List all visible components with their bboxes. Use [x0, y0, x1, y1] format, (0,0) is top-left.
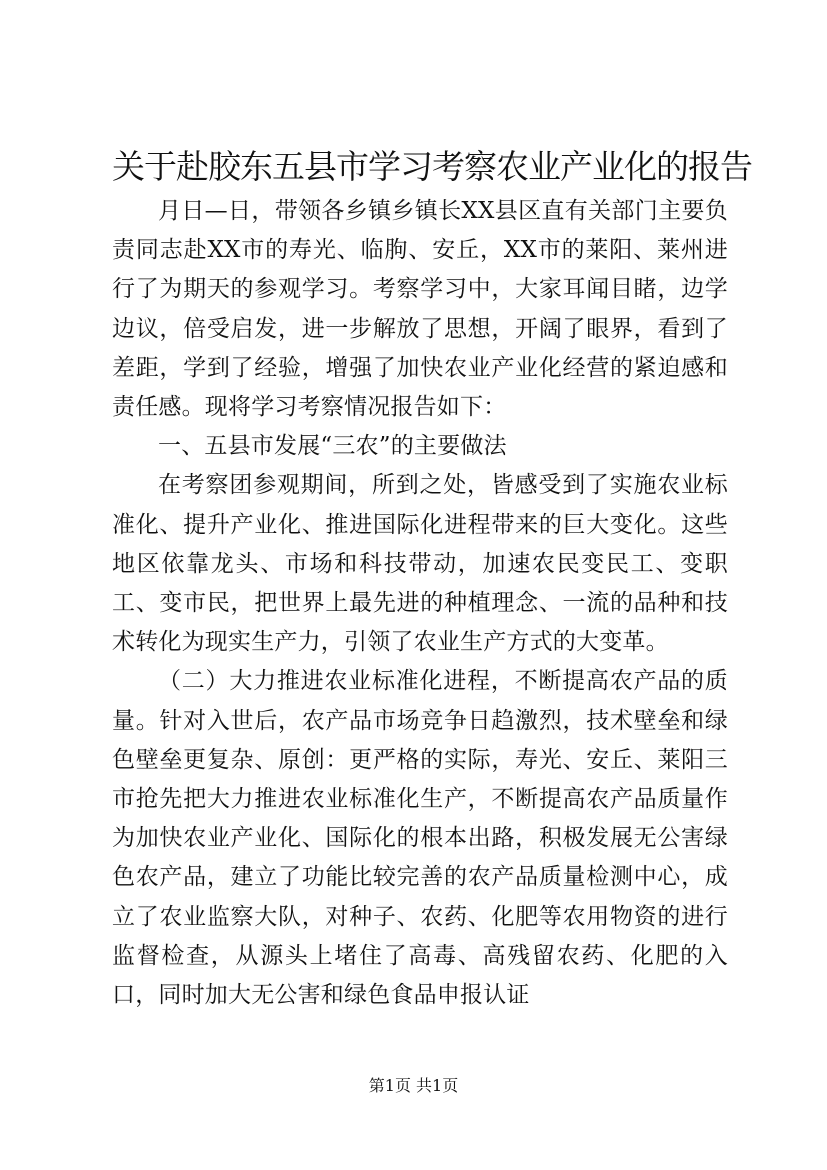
document-body: [112, 192, 728, 1015]
section-heading-1: 一、五县市发展“三农”的主要做法: [158, 433, 507, 460]
paragraph-intro: 月日—日，带领各乡镇乡镇长XX县区直有关部门主要负责同志赴XX市的寿光、临朐、安丘，XX市的莱阳、莱州进行了为期天的参观学习。考察学习中，大家耳闻目睹，边学边议，倍受启发，进一步解放了思想，开阔了眼界，看到了差距，学到了经验，增强了加快农业产业化经营的紧迫感和责任感。现将学习考察情况报告如下：: [112, 198, 728, 421]
page-footer: 第1页 共1页: [368, 1076, 459, 1095]
paragraph-standardization: （二）大力推进农业标准化进程，不断提高农产品的质量。针对入世后，农产品市场竞争日趋激烈，技术壁垒和绿色壁垒更复杂、原创：更严格的实际，寿光、安丘、莱阳三市抢先把大力推进农业标准化生产，不断提高农产品质量作为加快农业产业化、国际化的根本出路，积极发展无公害绿色农产品，建立了功能比较完善的农产品质量检测中心，成立了农业监察大队，对种子、农药、化肥等农用物资的进行监督检查，从源头上堵住了高毒、高残留农药、化肥的入口，同时加大无公害和绿色食品申报认证: [112, 668, 728, 1009]
document-title: 关于赴胶东五县市学习考察农业产业化的报告: [112, 147, 752, 186]
paragraph-overview: 在考察团参观期间，所到之处，皆感受到了实施农业标准化、提升产业化、推进国际化进程带来的巨大变化。这些地区依靠龙头、市场和科技带动，加速农民变民工、变职工、变市民，把世界上最先进的种植理念、一流的品种和技术转化为现实生产力，引领了农业生产方式的大变革。: [112, 472, 728, 656]
